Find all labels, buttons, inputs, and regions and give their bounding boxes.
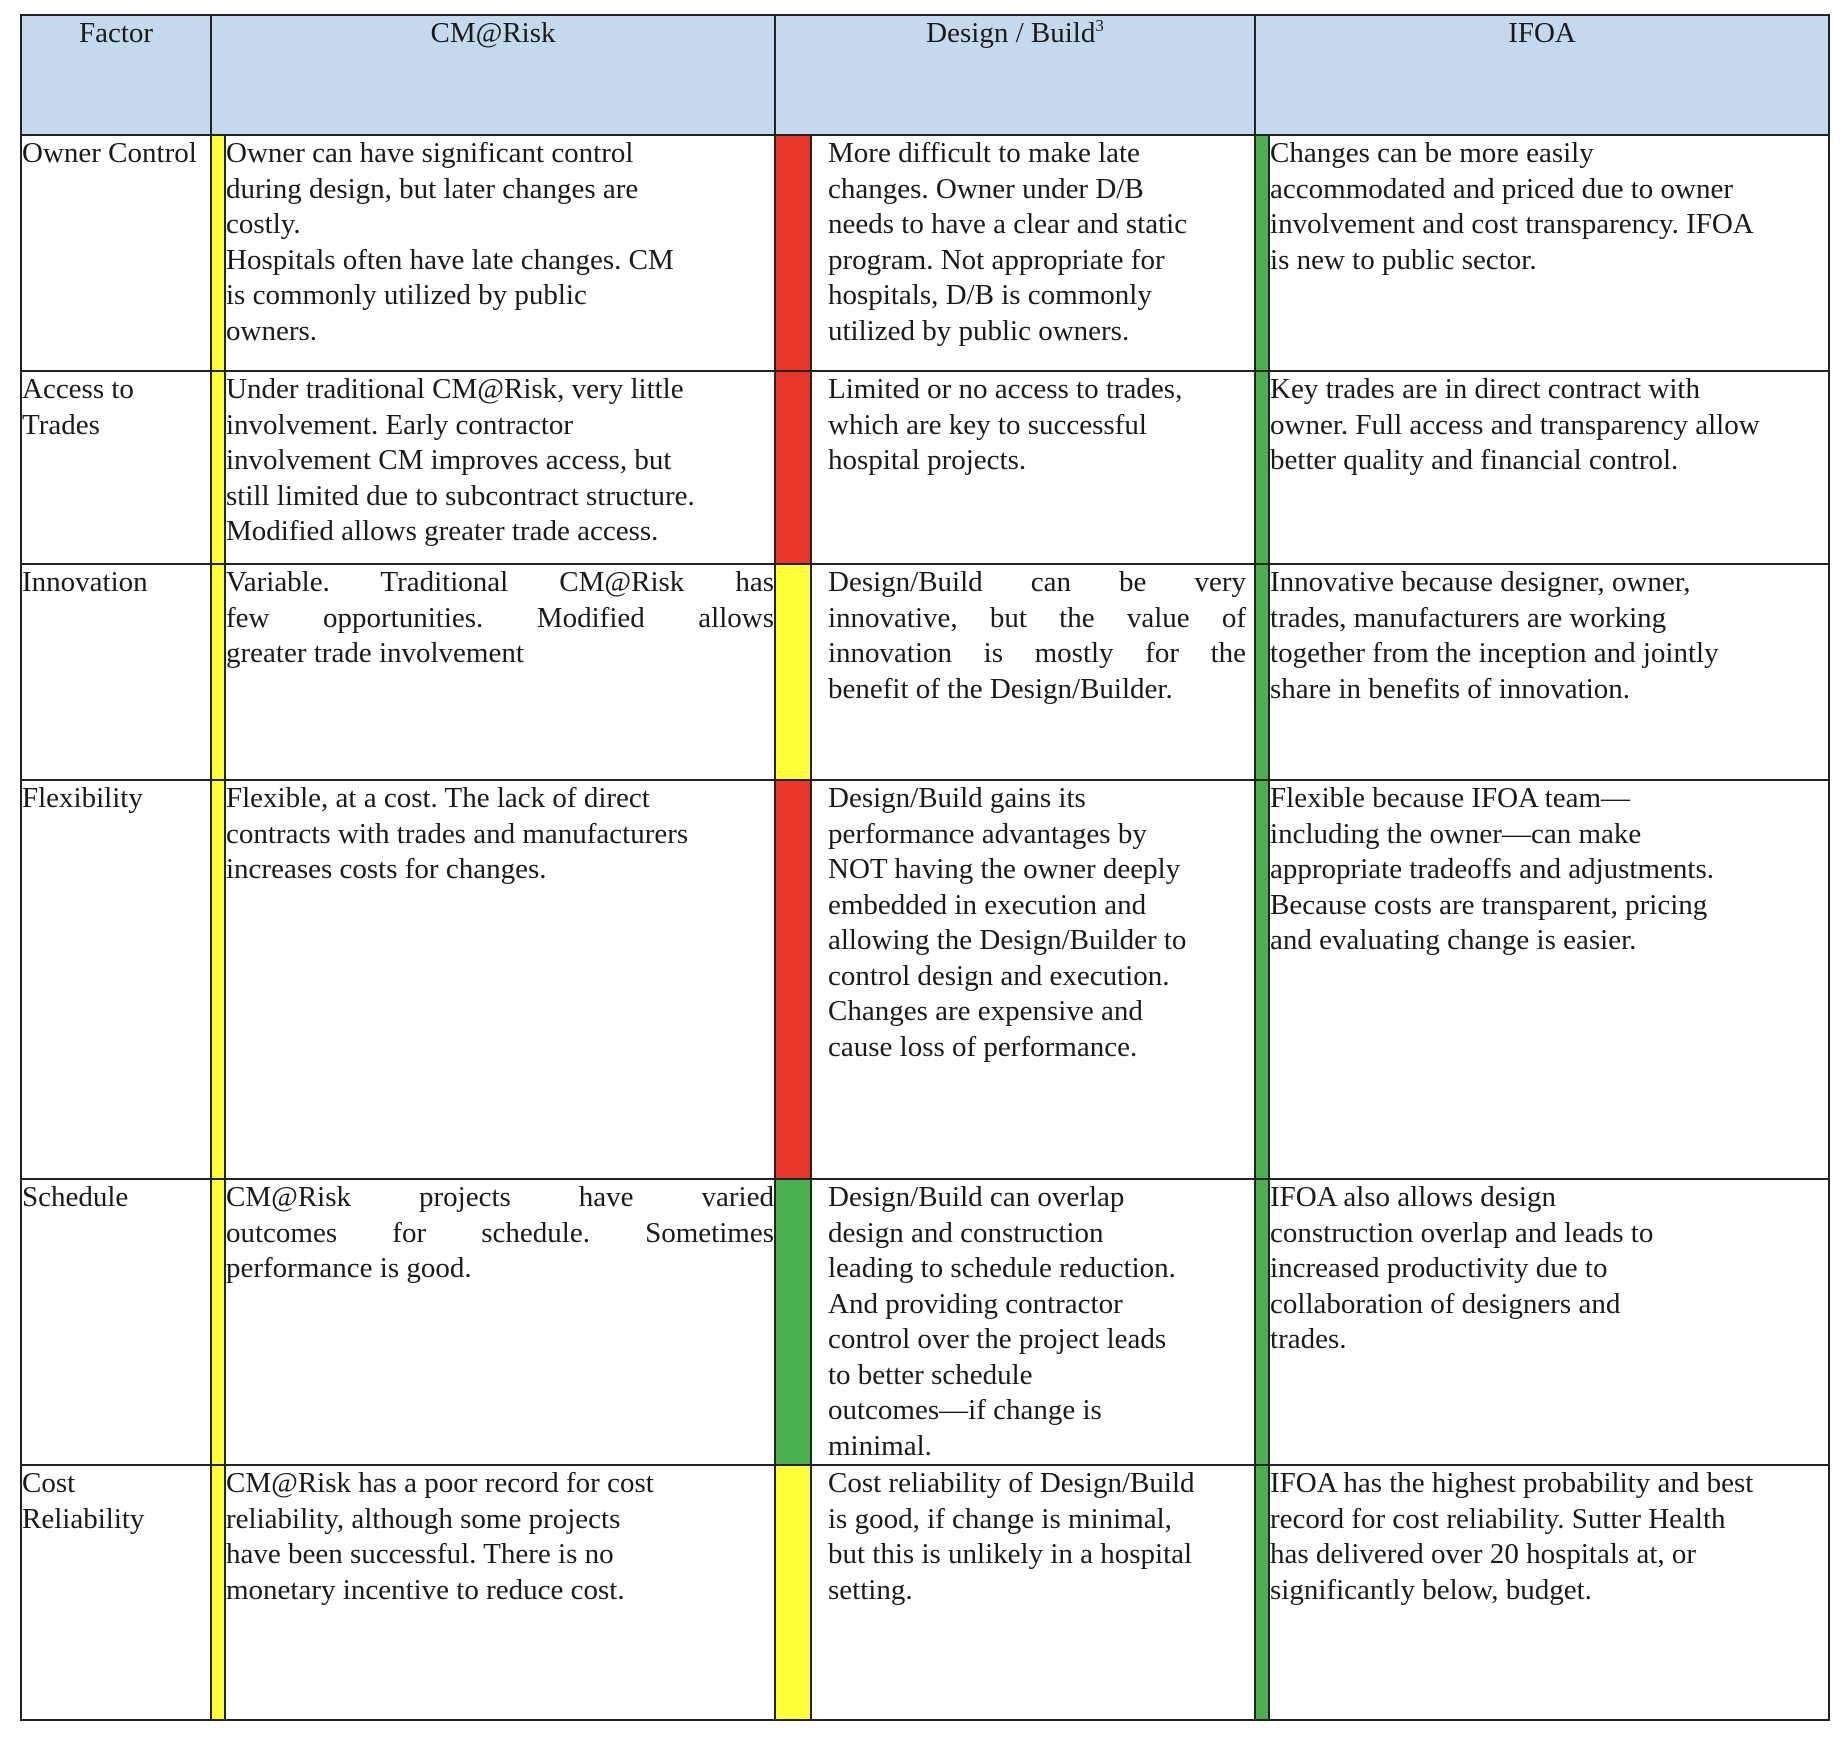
- cm-risk-cell: [225, 371, 775, 564]
- text-line: control design and execution.: [828, 959, 1170, 992]
- text-line: significantly below, budget.: [1270, 1573, 1592, 1606]
- text-line: Innovation: [22, 566, 148, 598]
- factor-cell: [21, 564, 211, 780]
- text-line: benefit of the Design/Builder.: [828, 672, 1173, 705]
- text-line: Because costs are transparent, pricing: [1270, 888, 1708, 921]
- text-line: CM@Risk has a poor record for cost: [226, 1467, 654, 1499]
- text-line: which are key to successful: [828, 408, 1147, 441]
- table-row: [21, 135, 1829, 371]
- text-line: Flexible, at a cost. The lack of direct: [226, 782, 650, 814]
- text-line: collaboration of designers and: [1270, 1287, 1621, 1320]
- table-row: [21, 1465, 1829, 1720]
- table-row: [21, 371, 1829, 564]
- text-line: program. Not appropriate for: [828, 243, 1165, 276]
- ifoa-cell: [1269, 780, 1829, 1179]
- text-line: utilized by public owners.: [828, 314, 1130, 347]
- db-rating-indicator: [775, 564, 811, 780]
- text-line: Under traditional CM@Risk, very little: [226, 373, 684, 405]
- cm-rating-indicator: [211, 371, 225, 564]
- ifoa-rating-indicator: [1255, 135, 1269, 371]
- text-line: costly.: [226, 208, 301, 240]
- text-line: Owner Control: [22, 137, 197, 169]
- ifoa-cell: [1269, 564, 1829, 780]
- text-line: have been successful. There is no: [226, 1538, 614, 1570]
- text-line: Schedule: [22, 1181, 129, 1213]
- design-build-cell: [811, 135, 1255, 371]
- header-ifoa: IFOA: [1255, 15, 1829, 135]
- text-line: and evaluating change is easier.: [1270, 924, 1637, 956]
- header-cm-risk: CM@Risk: [211, 15, 775, 135]
- text-line: Cost: [22, 1467, 76, 1499]
- cm-risk-cell: [225, 564, 775, 780]
- text-line: control over the project leads: [828, 1323, 1167, 1355]
- text-line: Trades: [22, 408, 100, 441]
- text-line: is good, if change is minimal,: [828, 1502, 1172, 1535]
- table-row: [21, 780, 1829, 1179]
- cm-rating-indicator: [211, 564, 225, 780]
- comparison-table: [20, 14, 1830, 1721]
- text-line: appropriate tradeoffs and adjustments.: [1270, 853, 1715, 885]
- text-line: reliability, although some projects: [226, 1502, 621, 1535]
- text-line: together from the inception and jointly: [1270, 637, 1719, 669]
- text-line: trades, manufacturers are working: [1270, 601, 1667, 634]
- text-line: CM@Risk projects have varied: [226, 1181, 774, 1213]
- text-line: Key trades are in direct contract with: [1270, 373, 1700, 405]
- text-line: Innovative because designer, owner,: [1270, 566, 1691, 598]
- ifoa-cell: [1269, 135, 1829, 371]
- factor-cell: [21, 371, 211, 564]
- text-line: IFOA has the highest probability and best: [1270, 1467, 1754, 1499]
- text-line: And providing contractor: [828, 1287, 1123, 1320]
- text-line: accommodated and priced due to owner: [1270, 172, 1734, 205]
- db-rating-indicator: [775, 780, 811, 1179]
- text-line: Hospitals often have late changes. CM: [226, 243, 674, 276]
- text-line: minimal.: [828, 1429, 932, 1462]
- text-line: during design, but later changes are: [226, 172, 639, 205]
- text-line: but this is unlikely in a hospital: [828, 1538, 1193, 1570]
- text-line: is commonly utilized by public: [226, 279, 587, 311]
- factor-cell: [21, 1465, 211, 1720]
- design-build-cell: [811, 1465, 1255, 1720]
- text-line: innovative, but the value of: [828, 601, 1247, 634]
- cm-risk-cell: [225, 1465, 775, 1720]
- ifoa-rating-indicator: [1255, 371, 1269, 564]
- text-line: has delivered over 20 hospitals at, or: [1270, 1538, 1697, 1570]
- factor-cell: [21, 135, 211, 371]
- text-line: Reliability: [22, 1502, 145, 1535]
- cm-rating-indicator: [211, 780, 225, 1179]
- text-line: share in benefits of innovation.: [1270, 672, 1631, 705]
- text-line: including the owner—can make: [1270, 817, 1642, 850]
- text-line: few opportunities. Modified allows: [226, 601, 774, 634]
- text-line: embedded in execution and: [828, 888, 1147, 921]
- db-rating-indicator: [775, 1465, 811, 1720]
- header-row: [21, 15, 1829, 135]
- text-line: owners.: [226, 314, 318, 347]
- text-line: record for cost reliability. Sutter Health: [1270, 1502, 1726, 1535]
- text-line: hospitals, D/B is commonly: [828, 279, 1152, 311]
- text-line: changes. Owner under D/B: [828, 172, 1144, 205]
- text-line: needs to have a clear and static: [828, 208, 1188, 240]
- text-line: setting.: [828, 1573, 913, 1606]
- text-line: construction overlap and leads to: [1270, 1216, 1654, 1249]
- text-line: owner. Full access and transparency allow: [1270, 408, 1760, 441]
- text-line: to better schedule: [828, 1358, 1033, 1391]
- cm-rating-indicator: [211, 135, 225, 371]
- ifoa-cell: [1269, 1179, 1829, 1465]
- text-line: design and construction: [828, 1216, 1104, 1249]
- footnote-marker: 3: [1095, 16, 1104, 35]
- text-line: Limited or no access to trades,: [828, 373, 1183, 405]
- cm-risk-cell: [225, 780, 775, 1179]
- text-line: Modified allows greater trade access.: [226, 515, 659, 547]
- db-rating-indicator: [775, 1179, 811, 1465]
- text-line: contracts with trades and manufacturers: [226, 817, 689, 850]
- text-line: Flexibility: [22, 782, 143, 814]
- text-line: leading to schedule reduction.: [828, 1252, 1176, 1284]
- ifoa-cell: [1269, 371, 1829, 564]
- factor-cell: [21, 780, 211, 1179]
- cm-rating-indicator: [211, 1179, 225, 1465]
- table-row: [21, 564, 1829, 780]
- text-line: More difficult to make late: [828, 137, 1140, 169]
- text-line: Design/Build gains its: [828, 782, 1086, 814]
- header-design-build: Design / Build$^3$: [775, 15, 1255, 135]
- text-line: involvement. Early contractor: [226, 408, 574, 441]
- db-rating-indicator: [775, 371, 811, 564]
- cm-risk-cell: [225, 135, 775, 371]
- design-build-cell: [811, 371, 1255, 564]
- text-line: increased productivity due to: [1270, 1252, 1608, 1284]
- text-line: is new to public sector.: [1270, 243, 1537, 276]
- text-line: Changes can be more easily: [1270, 137, 1594, 169]
- text-line: monetary incentive to reduce cost.: [226, 1573, 625, 1606]
- text-line: allowing the Design/Builder to: [828, 924, 1187, 956]
- text-line: performance is good.: [226, 1252, 472, 1284]
- text-line: Changes are expensive and: [828, 995, 1143, 1027]
- design-build-cell: [811, 564, 1255, 780]
- design-build-cell: [811, 780, 1255, 1179]
- ifoa-cell: [1269, 1465, 1829, 1720]
- ifoa-rating-indicator: [1255, 1465, 1269, 1720]
- text-line: Access to: [22, 373, 134, 405]
- text-line: Flexible because IFOA team—: [1270, 782, 1631, 814]
- text-line: outcomes—if change is: [828, 1394, 1102, 1426]
- text-line: trades.: [1270, 1323, 1347, 1355]
- ifoa-rating-indicator: [1255, 564, 1269, 780]
- text-line: Owner can have significant control: [226, 137, 634, 169]
- text-line: Cost reliability of Design/Build: [828, 1467, 1195, 1499]
- ifoa-rating-indicator: [1255, 1179, 1269, 1465]
- text-line: hospital projects.: [828, 444, 1027, 476]
- text-line: still limited due to subcontract structure.: [226, 479, 695, 512]
- text-line: outcomes for schedule. Sometimes: [226, 1216, 774, 1249]
- header-factor: Factor: [21, 15, 211, 135]
- cm-risk-cell: [225, 1179, 775, 1465]
- text-line: Design/Build can be very: [828, 566, 1247, 598]
- text-line: innovation is mostly for the: [828, 637, 1247, 669]
- text-line: NOT having the owner deeply: [828, 853, 1181, 885]
- text-line: Variable. Traditional CM@Risk has: [226, 566, 774, 598]
- text-line: IFOA also allows design: [1270, 1181, 1556, 1213]
- table-row: [21, 1179, 1829, 1465]
- text-line: greater trade involvement: [226, 637, 524, 669]
- text-line: involvement and cost transparency. IFOA: [1270, 208, 1754, 240]
- text-line: cause loss of performance.: [828, 1030, 1138, 1063]
- text-line: increases costs for changes.: [226, 853, 547, 885]
- text-line: involvement CM improves access, but: [226, 444, 672, 476]
- cm-rating-indicator: [211, 1465, 225, 1720]
- text-line: performance advantages by: [828, 817, 1147, 850]
- text-line: Design/Build can overlap: [828, 1181, 1125, 1213]
- text-line: better quality and financial control.: [1270, 444, 1679, 476]
- db-rating-indicator: [775, 135, 811, 371]
- design-build-cell: [811, 1179, 1255, 1465]
- ifoa-rating-indicator: [1255, 780, 1269, 1179]
- factor-cell: [21, 1179, 211, 1465]
